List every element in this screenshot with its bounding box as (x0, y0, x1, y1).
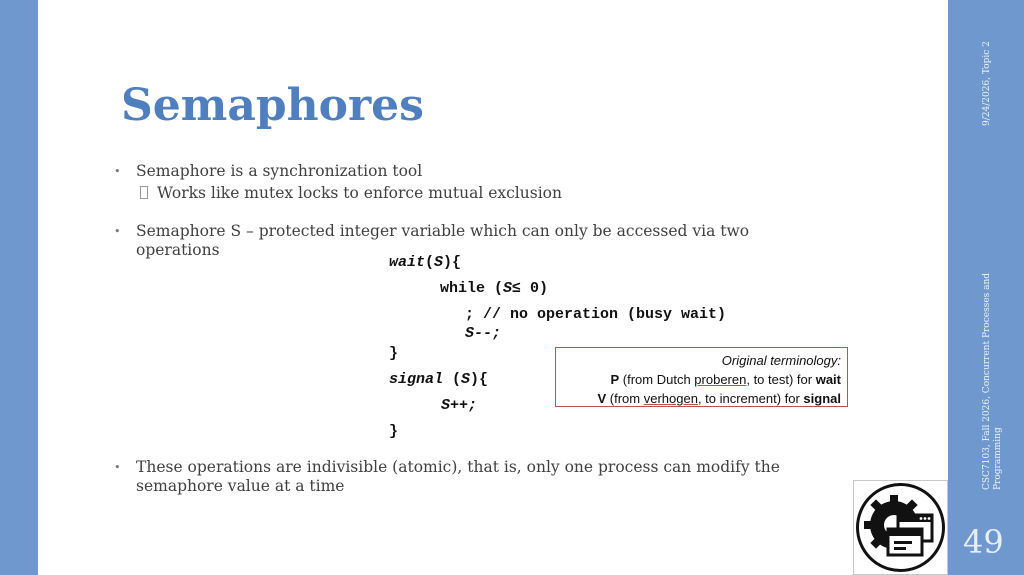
terminology-v-line: V (from verhogen, to increment) for signal (597, 391, 841, 406)
course-logo (853, 480, 948, 575)
date-topic-label: 9/24/2026, Topic 2 (982, 41, 992, 126)
code-while-line: while (S≤ 0) (440, 280, 549, 297)
bullet-dot-icon: • (114, 225, 121, 238)
code-close-brace-2: } (389, 423, 399, 440)
bullet-dot-icon: • (114, 461, 121, 474)
box-glyph-icon (140, 186, 148, 199)
code-decrement-line: S--; (465, 325, 502, 342)
sub-bullet-text: Works like mutex locks to enforce mutual exclusion (157, 184, 562, 202)
bullet-dot-icon: • (114, 165, 121, 178)
code-wait-header: wait(S){ (389, 254, 462, 271)
terminology-box (555, 347, 848, 407)
terminology-p-line: P (from Dutch proberen, to test) for wait (610, 372, 841, 387)
bullet-text: Semaphore S – protected integer variable which can only be accessed via two operations (136, 222, 750, 259)
code-increment-line: S++; (441, 397, 478, 414)
code-noop-line: ; // no operation (busy wait) (465, 306, 727, 323)
course-footer-label: CSC7103, Fall 2026, Concurrent Processes and Programming (982, 272, 1003, 490)
sub-bullet (140, 184, 562, 203)
bullet-text: These operations are indivisible (atomic), that is, only one process can modify the semaphore value at a time (136, 458, 780, 495)
slide-title: Semaphores (121, 80, 424, 131)
code-signal-header: signal (S){ (389, 371, 489, 388)
gear-window-logo-icon (854, 481, 947, 574)
code-close-brace-1: } (389, 345, 399, 362)
page-number: 49 (963, 523, 1004, 561)
terminology-title: Original terminology: (721, 353, 841, 368)
bullet-text: Semaphore is a synchronization tool (136, 162, 423, 180)
left-accent-bar (0, 0, 38, 575)
